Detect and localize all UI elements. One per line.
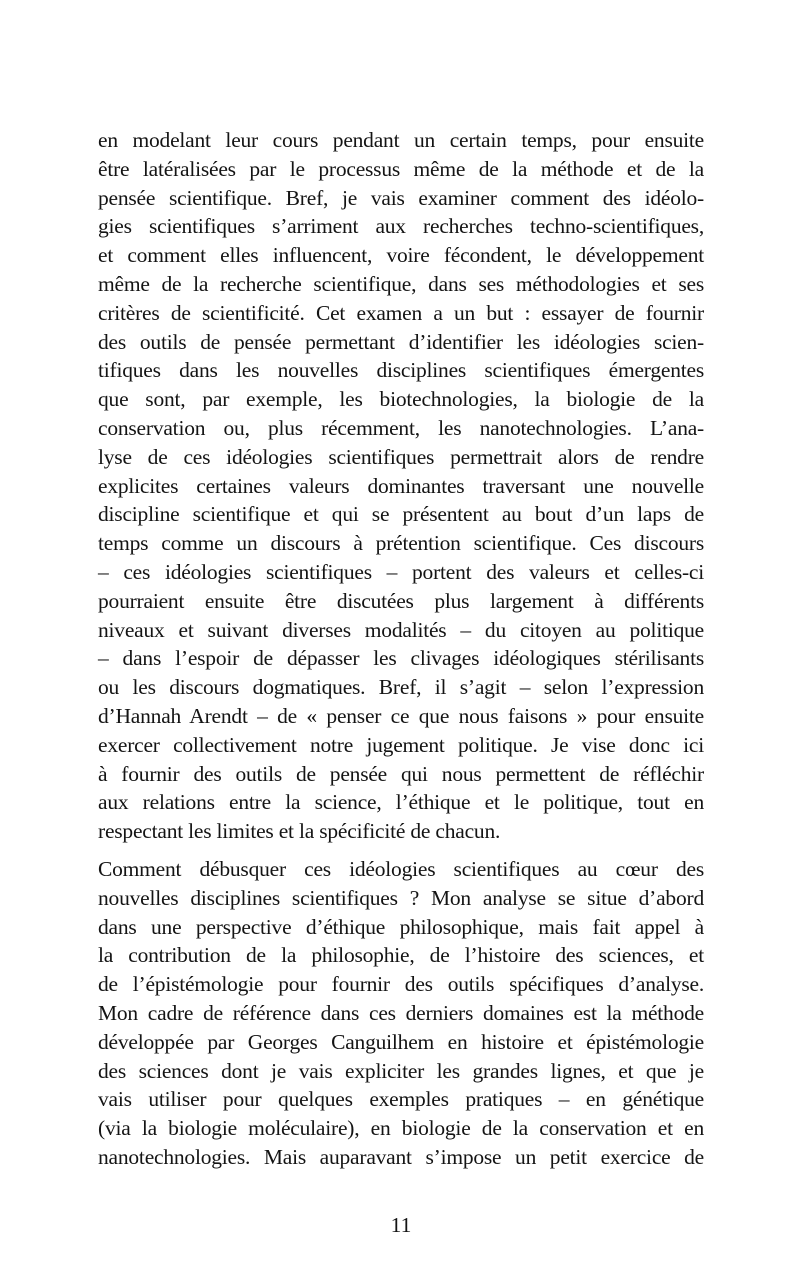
- text-line: critères de scientificité. Cet examen a un but : essayer de fournir: [98, 300, 704, 325]
- text-line: être latéralisées par le processus même de la méthode et de la: [98, 156, 704, 181]
- text-line: pourraient ensuite être discutées plus largement à différents: [98, 588, 704, 613]
- text-line: que sont, par exemple, les biotechnologies, la biologie de la: [98, 387, 704, 412]
- text-line: des outils de pensée permettant d’identifier les idéologies scien-: [98, 329, 704, 354]
- text-line: à fournir des outils de pensée qui nous permettent de réfléchir: [98, 761, 704, 786]
- text-line: aux relations entre la science, l’éthique et le politique, tout en: [98, 790, 704, 815]
- text-line: exercer collectivement notre jugement politique. Je vise donc ici: [98, 732, 704, 757]
- text-line: la contribution de la philosophie, de l’histoire des sciences, et: [98, 943, 704, 968]
- text-line: nouvelles disciplines scientifiques ? Mon analyse se situe d’abord: [98, 885, 704, 910]
- text-line: – dans l’espoir de dépasser les clivages idéologiques stérilisants: [98, 646, 704, 671]
- text-line: lyse de ces idéologies scientifiques permettrait alors de rendre: [98, 444, 704, 469]
- text-line: Comment débusquer ces idéologies scientifiques au cœur des: [98, 856, 704, 881]
- text-line: ou les discours dogmatiques. Bref, il s’agit – selon l’expression: [98, 675, 704, 700]
- text-line: en modelant leur cours pendant un certain temps, pour ensuite: [98, 128, 704, 152]
- text-line: conservation ou, plus récemment, les nanotechnologies. L’ana-: [98, 415, 704, 440]
- page-number: 11: [390, 1213, 412, 1237]
- text-line: nanotechnologies. Mais auparavant s’impose un petit exercice de: [98, 1144, 704, 1169]
- paragraph-2: [98, 855, 704, 1172]
- text-line: discipline scientifique et qui se présentent au bout d’un laps de: [98, 502, 704, 527]
- text-line: (via la biologie moléculaire), en biologie de la conservation et en: [98, 1116, 704, 1141]
- text-line: temps comme un discours à prétention scientifique. Ces discours: [98, 531, 704, 556]
- text-line: tifiques dans les nouvelles disciplines scientifiques émergentes: [98, 358, 704, 383]
- text-line: respectant les limites et la spécificité de chacun.: [98, 819, 501, 844]
- text-line: d’Hannah Arendt – de « penser ce que nous faisons » pour ensuite: [98, 703, 704, 728]
- text-line: gies scientifiques s’arriment aux recherches techno-scientifiques,: [98, 214, 704, 239]
- text-line: développée par Georges Canguilhem en histoire et épistémologie: [98, 1029, 704, 1054]
- text-line: – ces idéologies scientifiques – portent des valeurs et celles-ci: [98, 559, 704, 584]
- text-line: explicites certaines valeurs dominantes traversant une nouvelle: [98, 473, 704, 498]
- text-line: dans une perspective d’éthique philosophique, mais fait appel à: [98, 914, 704, 939]
- text-line: des sciences dont je vais expliciter les grandes lignes, et que je: [98, 1058, 704, 1083]
- text-line: pensée scientifique. Bref, je vais examiner comment des idéolo-: [98, 185, 704, 210]
- text-line: de l’épistémologie pour fournir des outils spécifiques d’analyse.: [98, 972, 704, 997]
- page-text: [98, 126, 704, 1172]
- text-line: Mon cadre de référence dans ces derniers domaines est la méthode: [98, 1000, 704, 1025]
- paragraph-1: [98, 126, 704, 846]
- text-line: niveaux et suivant diverses modalités – du citoyen au politique: [98, 617, 704, 642]
- text-line: même de la recherche scientifique, dans ses méthodologies et ses: [98, 271, 704, 296]
- text-line: vais utiliser pour quelques exemples pratiques – en génétique: [98, 1087, 704, 1112]
- text-line: et comment elles influencent, voire fécondent, le développement: [98, 243, 704, 268]
